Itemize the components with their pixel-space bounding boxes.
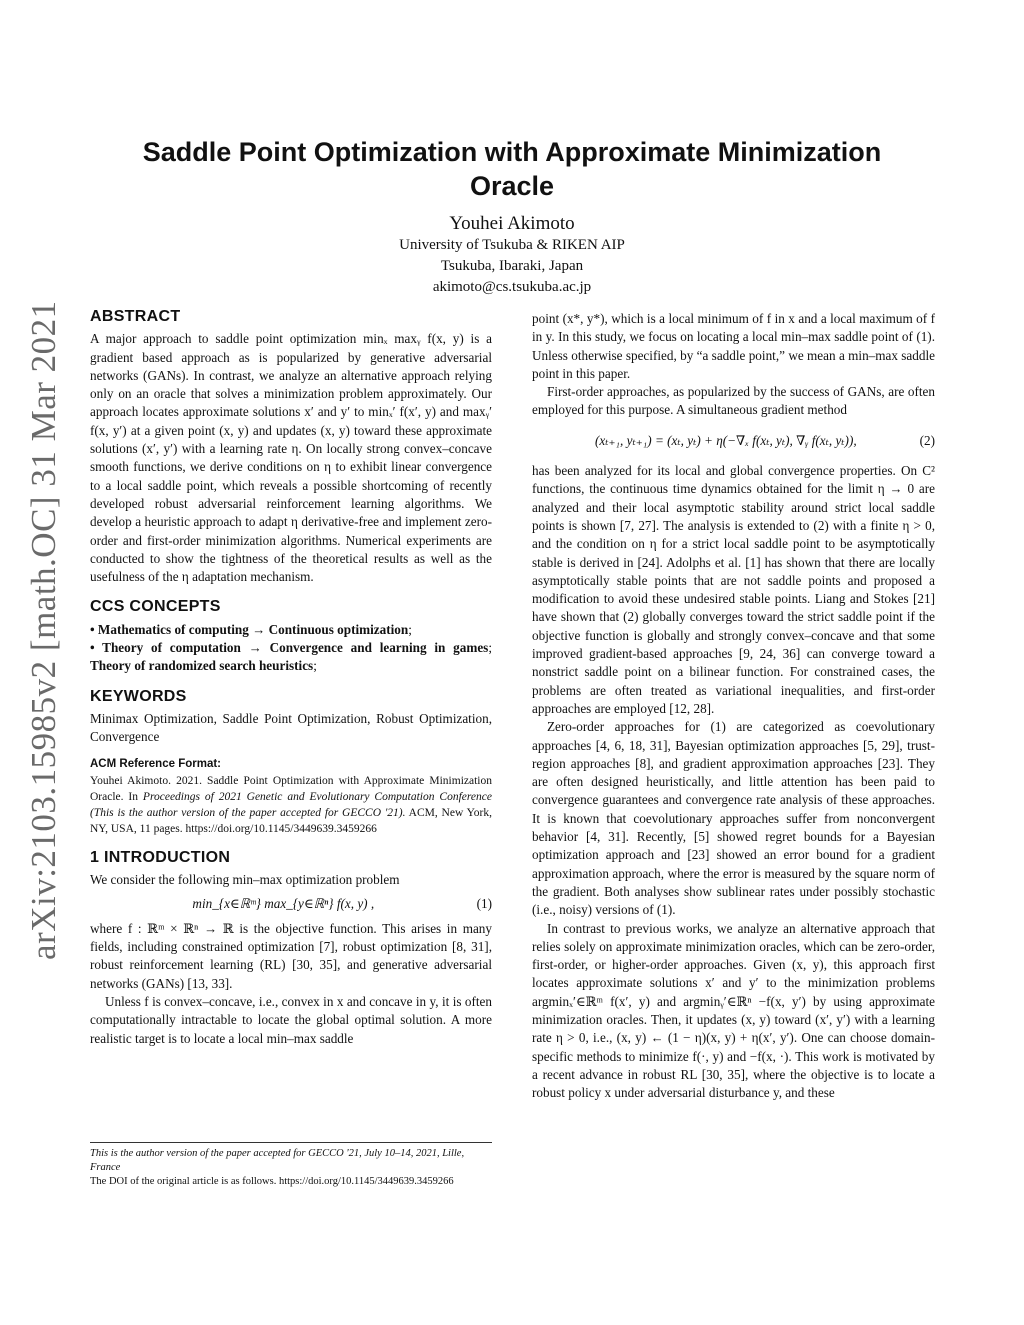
keywords-text: Minimax Optimization, Saddle Point Optimization, Robust Optimization, Convergence — [90, 710, 492, 745]
ccs-item-1: • Mathematics of computing → Continuous optimization; — [90, 621, 412, 637]
abstract-text: A major approach to saddle point optimization minₓ maxᵧ f(x, y) is a gradient based approach as is popularized by generative adversarial networks (GANs). In contrast, we analyze an alternative approach relying only on an oracle that solves a minimization problem approximately. Our approach locates approximate solutions x′ and y′ to minₓ′ f(x′, y) and maxᵧ′ f(x, y′) at a given point (x, y) and updates (x, y) toward these approximate solutions (x′, y′) with a learning rate η. On locally strong convex–concave smooth functions, we derive conditions on η to exhibit linear convergence to a local saddle point, which reveals a possible shortcoming of recently developed robust adversarial reinforcement learning algorithms. We develop a heuristic approach to adapt η derivative-free and implement zero-order and first-order minimization algorithms. Numerical experiments are conducted to show the tightness of the theoretical results as well as the usefulness of the η adaptation mechanism. — [90, 331, 492, 585]
footnote-author-version: This is the author version of the paper accepted for GECCO '21, July 10–14, 2021, Lille, France — [90, 1148, 465, 1173]
right-paragraph-1: point (x*, y*), which is a local minimum of f in x and a local maximum of f in y. In this study, we focus on locating a local min–max saddle point of (1). Unless otherwise specified, by “a saddle point,” we mean a min–max saddle point in this paper. — [532, 311, 935, 381]
right-paragraph-5: In contrast to previous works, we analyze an alternative approach that relies solely on approximate minimization oracles, which can be zero-order, first-order, or higher-order approaches. Given (x, y), this approach first locates approximate solutions x′ and y′ to the minimization problems argminₓ′∈ℝᵐ f(x′, y) and argminᵧ′∈ℝⁿ −f(x, y′) by using approximate minimization oracles. Then, it updates (x, y) toward (x′, y′) with a learning rate η > 0, i.e., (x, y) ← (1 − η)(x, y) + η(x′, y′). One can choose domain-specific methods to minimize f(·, y) and −f(x, ·). This work is motivated by a recent advance in robust RL [30, 35], where the objective is to locate a robust policy x under adversarial disturbance y, and these — [532, 920, 935, 1101]
equation-2-body: (xₜ₊₁, yₜ₊₁) = (xₜ, yₜ) + η(−∇ₓ f(xₜ, yₜ), ∇ᵧ f(xₜ, yₜ)), — [594, 432, 857, 448]
equation-1-number: (1) — [476, 896, 492, 912]
left-column — [90, 308, 492, 1048]
equation-1 — [90, 895, 492, 913]
right-paragraph-2: First-order approaches, as popularized by the success of GANs, are often employed for this purpose. A simultaneous gradient method — [532, 384, 935, 418]
author-location: Tsukuba, Ibaraki, Japan — [440, 258, 584, 274]
right-paragraph-4: Zero-order approaches for (1) are categorized as coevolutionary approaches [4, 6, 18, 31], Bayesian optimization approaches [5, 29], trust-region approaches [8], and gradient approximation approaches [23]. They are often designed heuristically, and little attention has been paid to convergence guarantees and convergence rate analysis of these approaches. It is known that coevolutionary approaches suffer from nonconvergent behavior [4, 31]. Recently, [5] showed regret bounds for a Bayesian optimization approach and [23] showed an error bound for a gradient approximation approach, where the error is measured by the square norm of the gradient. Both analyses show sublinear rates under possibly stochastic (i.e., noisy) versions of (1). — [532, 719, 935, 918]
footnote — [90, 1142, 492, 1189]
ccs-item-2: • Theory of computation → Convergence and learning in games; Theory of randomized search heuristics; — [90, 640, 492, 674]
intro-paragraph-2: where f : ℝᵐ × ℝⁿ → ℝ is the objective function. This arises in many fields, including constrained optimization [7], robust optimization [8, 31], robust reinforcement learning (RL) [30, 35], and generative adversarial networks (GANs) [13, 33]. — [90, 920, 492, 991]
arxiv-sidebar — [18, 300, 66, 960]
acm-reference-heading: ACM Reference Format: — [90, 757, 221, 770]
right-column — [532, 310, 935, 1102]
keywords-heading: KEYWORDS — [90, 687, 187, 705]
acm-reference-text: Youhei Akimoto. 2021. Saddle Point Optimization with Approximate Minimization Oracle. In Proceedings of 2021 Genetic and Evolutionary Computation Conference (This is the author version of the paper accepted for GECCO '21). ACM, New York, NY, USA, 11 pages. https://doi.org/10.1145/3449639.3459266 — [90, 774, 493, 835]
author-email[interactable]: akimoto@cs.tsukuba.ac.jp — [432, 279, 592, 295]
author-name: Youhei Akimoto — [449, 213, 575, 234]
abstract-heading: ABSTRACT — [90, 308, 181, 325]
equation-2-number: (2) — [919, 432, 935, 448]
right-paragraph-3: has been analyzed for its local and global convergence properties. On C² functions, the continuous time dynamics obtained for the limit η → 0 are analyzed and their local asymptotic stability around strict local saddle points is shown [7, 27]. The analysis is extended to (2) with a finite η > 0, and the condition on η for a strict local saddle point to be asymptotically stable is derived in [24]. Adolphs et al. [1] has shown that there are locally asymptotically stable points that are not saddle points and proposed a modification to avoid these undesired stable points. Liang and Stokes [21] have shown that (2) globally converges toward the strict saddle point if the objective function is globally and strongly convex–concave and that some improved gradient-based approaches [9, 24, 36] can converge toward a nonstrict saddle point on a bilinear function. For constrained cases, the problems are often treated as variational inequalities, and first-order approaches are employed [12, 28]. — [532, 463, 935, 716]
introduction-heading: 1 INTRODUCTION — [90, 848, 231, 866]
ccs-heading: CCS CONCEPTS — [90, 598, 221, 616]
footnote-doi: The DOI of the original article is as follows. https://doi.org/10.1145/3449639.3459266 — [90, 1176, 454, 1187]
author-affiliation: University of Tsukuba & RIKEN AIP — [399, 237, 625, 253]
equation-1-body: min_{x∈ℝᵐ} max_{y∈ℝⁿ} f(x, y) , — [192, 896, 375, 912]
arxiv-identifier: arXiv:2103.15985v2 [math.OC] 31 Mar 2021 — [24, 300, 63, 960]
intro-paragraph-3: Unless f is convex–concave, i.e., convex in x and concave in y, it is often computationally intractable to locate the global optimal solution. A more realistic target is to locate a local min–max saddle — [90, 993, 492, 1046]
equation-2 — [532, 432, 935, 450]
paper-title — [90, 135, 934, 203]
title-line-2: Oracle — [469, 171, 555, 201]
title-line-1: Saddle Point Optimization with Approximate Minimization — [142, 137, 882, 167]
intro-paragraph-1: We consider the following min–max optimization problem — [90, 872, 400, 888]
